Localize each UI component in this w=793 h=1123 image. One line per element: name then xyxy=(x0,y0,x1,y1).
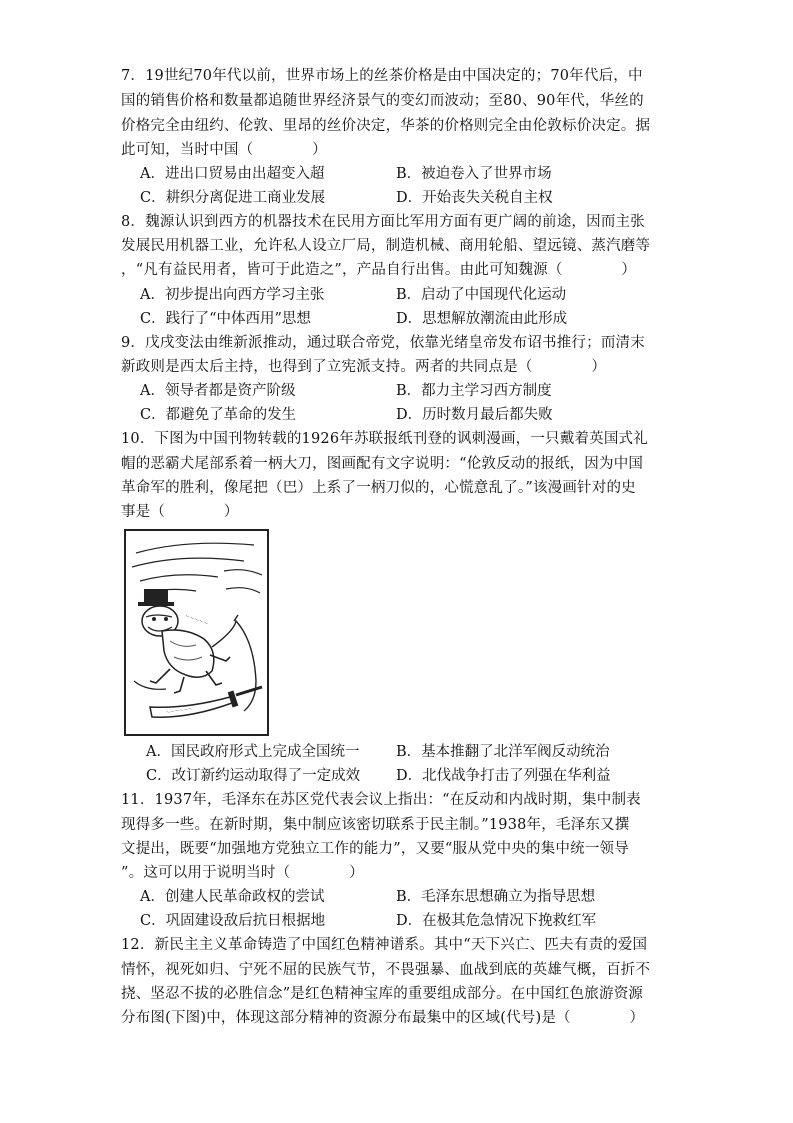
question-10-text: 事是（ ） xyxy=(121,504,239,520)
question-7-option-b[interactable]: B．被迫卷入了世界市场 xyxy=(396,166,552,182)
svg-text:～～～～～～: ～～～～～～ xyxy=(165,707,194,716)
question-7-text: 此可知，当时中国（ ） xyxy=(121,142,327,158)
question-9-text: 新政则是西太后主持，也得到了立宪派支持。两者的共同点是（ ） xyxy=(121,359,607,375)
question-9-option-a[interactable]: A．领导者都是资产阶级 xyxy=(140,383,296,399)
question-7-option-c[interactable]: C．耕织分离促进工商业发展 xyxy=(140,190,326,206)
question-10-option-d[interactable]: D．北伐战争打击了列强在华利益 xyxy=(396,768,611,784)
question-11-option-d[interactable]: D．在极其危急情况下挽救红军 xyxy=(396,913,597,929)
question-8-text: 发展民用机器工业，允许私人设立厂局，制造机械、商用轮船、望远镜、蒸汽磨等 xyxy=(121,238,651,254)
question-8-text: 8．魏源认识到西方的机器技术在民用方面比军用方面有更广阔的前途，因而主张 xyxy=(121,214,645,230)
question-12-text: 情怀，视死如归、宁死不屈的民族气节，不畏强暴、血战到底的英雄气概，百折不 xyxy=(121,962,651,978)
question-7-text: 国的销售价格和数量都追随世界经济景气的变幻而波动；至80、90年代，华丝的 xyxy=(121,93,644,109)
question-10-option-b[interactable]: B．基本推翻了北洋军阀反动统治 xyxy=(396,744,610,760)
question-12-text: 分布图(下图)中，体现这部分精神的资源分布最集中的区域(代号)是（ ） xyxy=(121,1010,645,1026)
question-11-text: ”。这可以用于说明当时（ ） xyxy=(121,865,364,881)
question-11-text: 11．1937年，毛泽东在苏区党代表会议上指出：“在反动和内战时期，集中制表 xyxy=(121,792,641,808)
question-7-option-d[interactable]: D．开始丧失关税自主权 xyxy=(396,190,553,206)
svg-text:～～～～～: ～～～～～ xyxy=(183,613,209,628)
question-8-text: ，“凡有益民用者，皆可于此造之”，产品自行出售。由此可知魏源（ ） xyxy=(121,262,637,278)
question-9-option-d[interactable]: D．历时数月最后都失败 xyxy=(396,407,553,423)
satirical-cartoon-image xyxy=(124,529,269,736)
question-7-option-a[interactable]: A．进出口贸易由出超变入超 xyxy=(140,166,325,182)
question-8-option-a[interactable]: A．初步提出向西方学习主张 xyxy=(140,287,325,303)
question-11-option-c[interactable]: C．巩固建设敌后抗日根据地 xyxy=(140,913,326,929)
question-10-text: 革命军的胜利，像尾把（巴）上系了一柄刀似的，心慌意乱了。”该漫画针对的史 xyxy=(121,480,636,496)
question-9-option-b[interactable]: B．都力主学习西方制度 xyxy=(396,383,552,399)
question-8-option-c[interactable]: C．践行了“中体西用”思想 xyxy=(140,311,311,327)
question-11-text: 现得多一些。在新时期，集中制应该密切联系于民主制。”1938年，毛泽东又撰 xyxy=(121,817,630,833)
question-12-text: 挠、坚忍不拔的必胜信念”是红色精神宝库的重要组成部分。在中国红色旅游资源 xyxy=(121,986,644,1002)
question-10-text: 帽的恶霸犬尾部系着一柄大刀，图画配有文字说明：“伦敦反动的报纸，因为中国 xyxy=(121,456,644,472)
question-11-option-b[interactable]: B．毛泽东思想确立为指导思想 xyxy=(396,889,596,905)
question-7-text: 7．19世纪70年代以前，世界市场上的丝茶价格是由中国决定的；70年代后，中 xyxy=(121,68,643,84)
question-11-text: 文提出，既要“加强地方党独立工作的能力”，又要“服从党中央的集中统一领导 xyxy=(121,841,629,857)
question-9-option-c[interactable]: C．都避免了革命的发生 xyxy=(140,407,297,423)
question-10-option-a[interactable]: A．国民政府形式上完成全国统一 xyxy=(146,744,360,760)
question-11-option-a[interactable]: A．创建人民革命政权的尝试 xyxy=(140,889,325,905)
question-12-text: 12．新民主主义革命铸造了中国红色精神谱系。其中“天下兴亡、匹夫有责的爱国 xyxy=(121,937,648,953)
question-9-text: 9．戊戌变法由维新派推动，通过联合帝党，依靠光绪皇帝发布诏书推行；而清末 xyxy=(121,335,645,351)
question-8-option-b[interactable]: B．启动了中国现代化运动 xyxy=(396,287,567,303)
question-7-text: 价格完全由纽约、伦敦、里昂的丝价决定，华茶的价格则完全由伦敦标价决定。据 xyxy=(121,118,651,134)
bulldog-with-sword-drawing xyxy=(126,531,267,734)
question-10-option-c[interactable]: C．改订新约运动取得了一定成效 xyxy=(146,768,361,784)
question-10-text: 10．下图为中国刊物转载的1926年苏联报纸刊登的讽刺漫画，一只戴着英国式礼 xyxy=(121,431,648,447)
question-8-option-d[interactable]: D．思想解放潮流由此形成 xyxy=(396,311,568,327)
